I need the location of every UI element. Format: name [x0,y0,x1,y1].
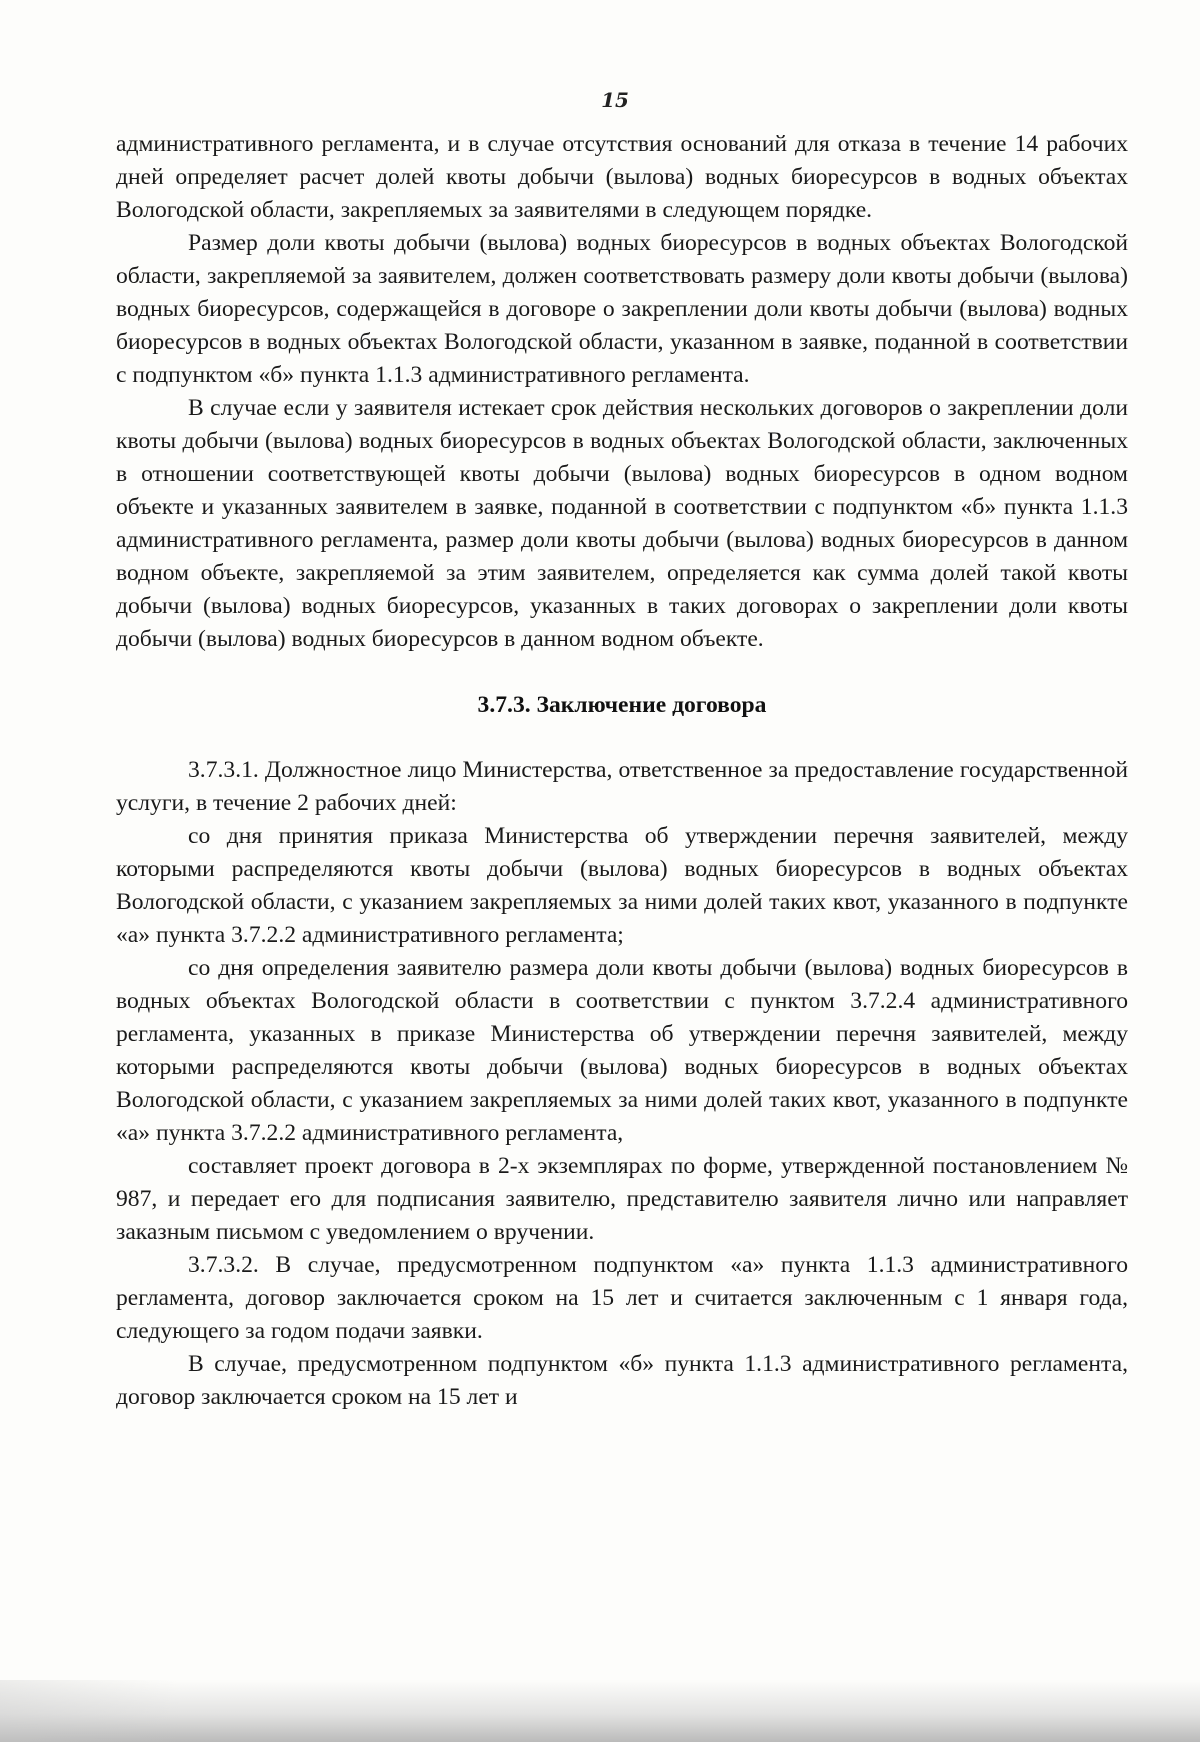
paragraph: В случае, предусмотренном подпунктом «б» пункта 1.1.3 административного регламента, договор заключается сроком на 15 лет и [116,1351,1128,1410]
page-number: 15 [601,88,629,112]
paragraph: 3.7.3.2. В случае, предусмотренном подпунктом «а» пункта 1.1.3 административного регламента, договор заключается сроком на 15 лет и считается заключенным с 1 января года, следующего за годом подачи заявки. [116,1252,1128,1344]
paragraph: со дня определения заявителю размера доли квоты добычи (вылова) водных биоресурсов в водных объектах Вологодской области в соответствии с пунктом 3.7.2.4 административного регламента, указанных в приказе Министерства об утверждении перечня заявителей, между которыми распределяются квоты добычи (вылова) водных биоресурсов в водных объектах Вологодской области, с указанием закрепляемых за ними долей таких квот, указанного в подпункте «а» пункта 3.7.2.2 административного регламента, [116,955,1128,1146]
scan-shadow-edge [0,1680,1200,1742]
paragraph: Размер доли квоты добычи (вылова) водных биоресурсов в водных объектах Вологодской области, закрепляемой за заявителем, должен соответствовать размеру доли квоты добычи (вылова) водных биоресурсов, содержащейся в договоре о закреплении доли квоты добычи (вылова) водных биоресурсов в водных объектах Вологодской области, указанном в заявке, поданной в соответствии с подпунктом «б» пункта 1.1.3 административного регламента. [116,230,1128,388]
paragraph-continued: административного регламента, и в случае отсутствия оснований для отказа в течение 14 рабочих дней определяет расчет долей квоты добычи (вылова) водных биоресурсов в водных объектах Вологодской области, закрепляемых за заявителями в следующем порядке. [116,131,1128,223]
paragraph: со дня принятия приказа Министерства об утверждении перечня заявителей, между которыми распределяются квоты добычи (вылова) водных биоресурсов в водных объектах Вологодской области, с указанием закрепляемых за ними долей таких квот, указанного в подпункте «а» пункта 3.7.2.2 административного регламента; [116,823,1128,948]
paragraph: составляет проект договора в 2-х экземплярах по форме, утвержденной постановлением № 987, и передает его для подписания заявителю, представителю заявителя лично или направляет заказным письмом с уведомлением о вручении. [116,1153,1128,1245]
paragraph: 3.7.3.1. Должностное лицо Министерства, ответственное за предоставление государственной услуги, в течение 2 рабочих дней: [116,757,1128,816]
paragraph: В случае если у заявителя истекает срок действия нескольких договоров о закреплении доли квоты добычи (вылова) водных биоресурсов в водных объектах Вологодской области, заключенных в отношении соответствующей квоты добычи (вылова) водных биоресурсов в одном водном объекте и указанных заявителем в заявке, поданной в соответствии с подпунктом «б» пункта 1.1.3 административного регламента, размер доли квоты добычи (вылова) водных биоресурсов в данном водном объекте, закрепляемой за этим заявителем, определяется как сумма долей такой квоты добычи (вылова) водных биоресурсов, указанных в таких договорах о закреплении доли квоты добычи (вылова) водных биоресурсов в данном водном объекте. [116,395,1128,652]
scan-shadow-corner [0,1680,180,1742]
document-body [116,128,1128,1414]
section-heading: 3.7.3. Заключение договора [477,692,767,718]
